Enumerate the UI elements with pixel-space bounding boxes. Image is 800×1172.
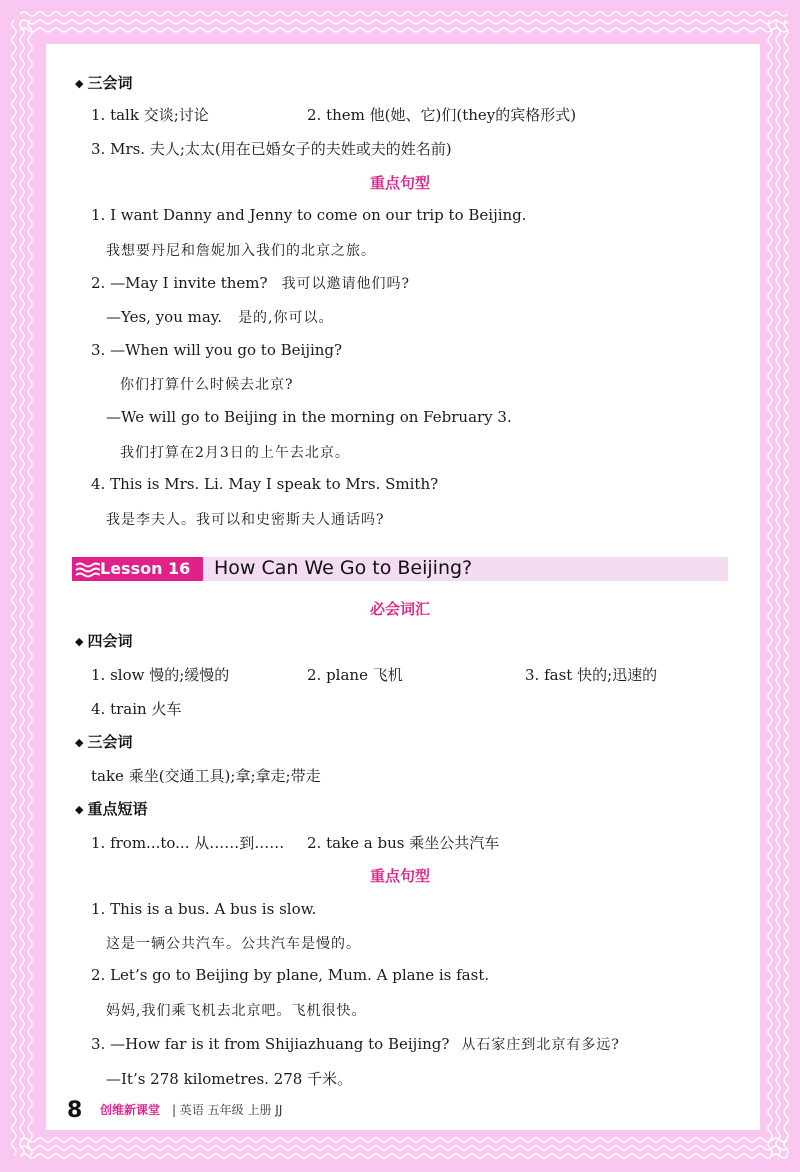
l16-sentence-3b: —It’s 278 kilometres. 278 千米。 (106, 1070, 353, 1088)
wave-lines-icon (74, 557, 100, 581)
vocab-talk: 1. talk 交谈;讨论 (91, 106, 209, 124)
lesson-number: Lesson 16 (100, 559, 191, 578)
sentence-4-en: 4. This is Mrs. Li. May I speak to Mrs. Smith? (91, 475, 439, 493)
sentence-3b-en: —We will go to Beijing in the morning on February 3. (106, 408, 512, 426)
phrase-from-to: 1. from...to... 从……到…… (91, 834, 285, 852)
heading-key-sentences: 重点句型 (369, 174, 430, 192)
l16-sentence-1-cn: 这是一辆公共汽车。公共汽车是慢的。 (106, 936, 361, 952)
sentence-1-cn: 我想要丹尼和詹妮加入我们的北京之旅。 (106, 243, 376, 259)
footer-book-info: | 英语 五年级 上册 JJ (172, 1103, 283, 1117)
vocab-mrs: 3. Mrs. 夫人;太太(用在已婚女子的夫姓或夫的姓名前) (91, 140, 452, 158)
sentence-3-cn: 你们打算什么时候去北京? (120, 377, 294, 393)
vocab-take: take 乘坐(交通工具);拿;拿走;带走 (91, 767, 321, 785)
sentence-1-en: 1. I want Danny and Jenny to come on our trip to Beijing. (91, 206, 527, 224)
l16-sentence-3-en: 3. —How far is it from Shijiazhuang to Beijing? 从石家庄到北京有多远? (91, 1035, 620, 1053)
section-label-sihuici: ◆ 四会词 (75, 632, 133, 650)
vocab-them: 2. them 他(她、它)们(they的宾格形式) (307, 106, 577, 124)
sentence-3-en: 3. —When will you go to Beijing? (91, 341, 343, 359)
vocab-train: 4. train 火车 (91, 700, 182, 718)
page-number: 8 (67, 1098, 83, 1123)
l16-sentence-2-en: 2. Let’s go to Beijing by plane, Mum. A plane is fast. (91, 966, 490, 984)
heading-must-know-vocab: 必会词汇 (369, 600, 430, 618)
section-label-sanhuici: ◆ 三会词 (75, 74, 133, 92)
section-label-key-phrases: ◆ 重点短语 (75, 800, 148, 818)
l16-sentence-1-en: 1. This is a bus. A bus is slow. (91, 900, 317, 918)
vocab-fast: 3. fast 快的;迅速的 (525, 666, 658, 684)
sentence-3b-cn: 我们打算在2月3日的上午去北京。 (120, 445, 350, 461)
sentence-2b-en: —Yes, you may. 是的,你可以。 (106, 308, 334, 326)
sentence-2-en: 2. —May I invite them? 我可以邀请他们吗? (91, 274, 411, 292)
vocab-slow: 1. slow 慢的;缓慢的 (91, 666, 230, 684)
l16-sentence-2-cn: 妈妈,我们乘飞机去北京吧。飞机很快。 (106, 1003, 367, 1019)
sentence-4-cn: 我是李夫人。我可以和史密斯夫人通话吗? (106, 512, 385, 528)
vocab-plane: 2. plane 飞机 (307, 666, 403, 684)
lesson-title: How Can We Go to Beijing? (214, 557, 473, 579)
heading-key-sentences-2: 重点句型 (369, 867, 430, 885)
section-label-sanhuici-2: ◆ 三会词 (75, 733, 133, 751)
footer-brand: 创维新课堂 (100, 1103, 161, 1117)
phrase-take-a-bus: 2. take a bus 乘坐公共汽车 (307, 834, 500, 852)
